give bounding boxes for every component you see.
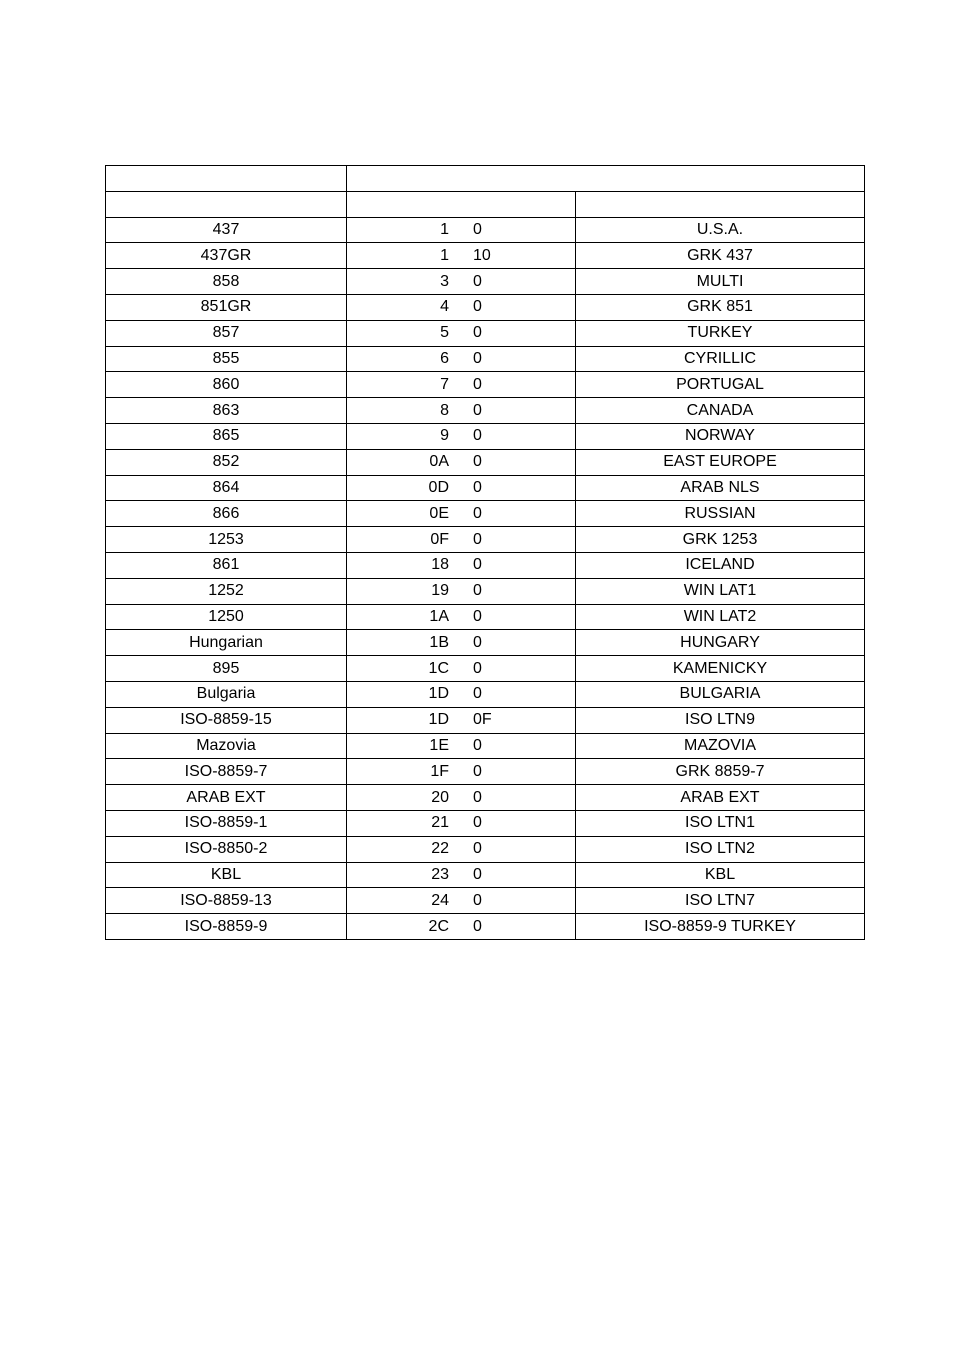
codepage-cell: 865: [106, 423, 347, 449]
command-code-cell: [347, 398, 576, 424]
codepage-cell: 1253: [106, 527, 347, 553]
command-code-cell: [347, 372, 576, 398]
charset-name-cell: GRK 1253: [576, 527, 865, 553]
code-low-value: 0: [473, 556, 482, 574]
table-row: [106, 836, 865, 862]
code-low-value: 0: [473, 917, 482, 935]
command-code-cell: [347, 320, 576, 346]
command-code-pair: [347, 402, 575, 420]
command-code-pair: [347, 918, 575, 936]
codepage-cell: 1252: [106, 578, 347, 604]
table-row: [106, 294, 865, 320]
codepage-cell: 864: [106, 475, 347, 501]
code-high-value: 0E: [429, 504, 449, 522]
charset-name-cell: ISO LTN9: [576, 707, 865, 733]
code-high-value: 1: [440, 220, 449, 238]
command-code-pair: [347, 376, 575, 394]
code-low-value: 0: [473, 478, 482, 496]
command-code-pair: [347, 324, 575, 342]
code-low-value: 0: [473, 375, 482, 393]
code-low-value: 0: [473, 349, 482, 367]
codepage-cell: 857: [106, 320, 347, 346]
charset-name-cell: ISO LTN2: [576, 836, 865, 862]
codepage-cell: 895: [106, 656, 347, 682]
command-code-cell: [347, 501, 576, 527]
code-low-value: 0: [473, 220, 482, 238]
command-code-pair: [347, 221, 575, 239]
code-high-value: 4: [440, 298, 449, 316]
charset-name-cell: ISO-8859-9 TURKEY: [576, 914, 865, 940]
code-low-value: 10: [473, 246, 491, 264]
code-low-value: 0: [473, 865, 482, 883]
charset-name-cell: TURKEY: [576, 320, 865, 346]
charset-name-cell: ISO LTN1: [576, 810, 865, 836]
header-cell: [106, 191, 347, 217]
header-cell: [347, 191, 576, 217]
charset-name-cell: MAZOVIA: [576, 733, 865, 759]
command-code-pair: [347, 247, 575, 265]
code-low-value: 0: [473, 840, 482, 858]
table-row: [106, 759, 865, 785]
code-low-value: 0: [473, 324, 482, 342]
command-code-cell: [347, 681, 576, 707]
codepage-cell: 866: [106, 501, 347, 527]
command-code-cell: [347, 294, 576, 320]
table-row: [106, 578, 865, 604]
code-low-value: 0: [473, 814, 482, 832]
command-code-cell: [347, 269, 576, 295]
codepage-cell: Bulgaria: [106, 681, 347, 707]
codepage-cell: 1250: [106, 604, 347, 630]
code-high-value: 9: [440, 427, 449, 445]
table-row: [106, 320, 865, 346]
code-high-value: 24: [431, 891, 449, 909]
charset-name-cell: MULTI: [576, 269, 865, 295]
code-high-value: 8: [440, 401, 449, 419]
codepage-cell: 860: [106, 372, 347, 398]
code-high-value: 1B: [429, 633, 449, 651]
code-high-value: 18: [431, 556, 449, 574]
table-row: [106, 217, 865, 243]
code-low-value: 0: [473, 607, 482, 625]
code-high-value: 1C: [428, 659, 449, 677]
code-low-value: 0: [473, 685, 482, 703]
code-low-value: 0: [473, 582, 482, 600]
code-low-value: 0: [473, 272, 482, 290]
codepage-table: [105, 165, 865, 940]
table-row: [106, 681, 865, 707]
command-code-cell: [347, 243, 576, 269]
command-code-pair: [347, 531, 575, 549]
charset-name-cell: WIN LAT1: [576, 578, 865, 604]
table-row: [106, 243, 865, 269]
command-code-pair: [347, 840, 575, 858]
command-code-pair: [347, 427, 575, 445]
command-code-cell: [347, 888, 576, 914]
table-row: [106, 785, 865, 811]
charset-name-cell: NORWAY: [576, 423, 865, 449]
table-row: [106, 656, 865, 682]
charset-name-cell: ICELAND: [576, 552, 865, 578]
table-row: [106, 269, 865, 295]
charset-name-cell: WIN LAT2: [576, 604, 865, 630]
code-low-value: 0: [473, 453, 482, 471]
charset-name-cell: ARAB EXT: [576, 785, 865, 811]
code-high-value: 1D: [428, 711, 449, 729]
code-high-value: 1: [440, 246, 449, 264]
charset-name-cell: ISO LTN7: [576, 888, 865, 914]
command-code-cell: [347, 785, 576, 811]
code-high-value: 3: [440, 272, 449, 290]
codepage-cell: ISO-8859-7: [106, 759, 347, 785]
table-row: [106, 346, 865, 372]
code-low-value: 0: [473, 401, 482, 419]
code-high-value: 1A: [429, 607, 449, 625]
command-code-pair: [347, 814, 575, 832]
code-low-value: 0: [473, 736, 482, 754]
charset-name-cell: HUNGARY: [576, 630, 865, 656]
command-code-pair: [347, 660, 575, 678]
command-code-pair: [347, 608, 575, 626]
command-code-cell: [347, 810, 576, 836]
command-code-pair: [347, 453, 575, 471]
charset-name-cell: RUSSIAN: [576, 501, 865, 527]
command-code-pair: [347, 505, 575, 523]
table-header-row-1: [106, 166, 865, 192]
codepage-cell: 437: [106, 217, 347, 243]
charset-name-cell: PORTUGAL: [576, 372, 865, 398]
table-row: [106, 552, 865, 578]
codepage-table-body: [106, 166, 865, 940]
codepage-cell: ISO-8859-1: [106, 810, 347, 836]
table-row: [106, 449, 865, 475]
command-code-cell: [347, 759, 576, 785]
table-row: [106, 501, 865, 527]
command-code-cell: [347, 423, 576, 449]
code-high-value: 6: [440, 349, 449, 367]
charset-name-cell: GRK 8859-7: [576, 759, 865, 785]
command-code-cell: [347, 914, 576, 940]
command-code-cell: [347, 733, 576, 759]
code-high-value: 21: [431, 814, 449, 832]
codepage-cell: ISO-8850-2: [106, 836, 347, 862]
codepage-cell: KBL: [106, 862, 347, 888]
command-code-pair: [347, 273, 575, 291]
code-high-value: 7: [440, 375, 449, 393]
code-high-value: 20: [431, 788, 449, 806]
code-high-value: 22: [431, 840, 449, 858]
header-cell: [106, 166, 347, 192]
command-code-cell: [347, 656, 576, 682]
table-row: [106, 630, 865, 656]
command-code-pair: [347, 556, 575, 574]
command-code-cell: [347, 707, 576, 733]
command-code-pair: [347, 350, 575, 368]
codepage-cell: Hungarian: [106, 630, 347, 656]
table-row: [106, 398, 865, 424]
code-low-value: 0: [473, 762, 482, 780]
command-code-cell: [347, 475, 576, 501]
table-row: [106, 914, 865, 940]
code-high-value: 1D: [428, 685, 449, 703]
code-low-value: 0: [473, 298, 482, 316]
header-cell: [576, 191, 865, 217]
charset-name-cell: CANADA: [576, 398, 865, 424]
command-code-pair: [347, 789, 575, 807]
command-code-cell: [347, 862, 576, 888]
command-code-cell: [347, 630, 576, 656]
command-code-cell: [347, 217, 576, 243]
codepage-cell: 437GR: [106, 243, 347, 269]
table-row: [106, 707, 865, 733]
charset-name-cell: KAMENICKY: [576, 656, 865, 682]
command-code-cell: [347, 346, 576, 372]
command-code-cell: [347, 604, 576, 630]
charset-name-cell: GRK 437: [576, 243, 865, 269]
command-code-pair: [347, 711, 575, 729]
command-code-pair: [347, 685, 575, 703]
code-low-value: 0: [473, 891, 482, 909]
code-low-value: 0: [473, 633, 482, 651]
table-row: [106, 475, 865, 501]
code-low-value: 0: [473, 659, 482, 677]
code-high-value: 0A: [429, 453, 449, 471]
charset-name-cell: BULGARIA: [576, 681, 865, 707]
table-row: [106, 423, 865, 449]
code-high-value: 23: [431, 865, 449, 883]
codepage-cell: 855: [106, 346, 347, 372]
code-high-value: 0F: [430, 530, 449, 548]
code-low-value: 0: [473, 427, 482, 445]
table-row: [106, 527, 865, 553]
codepage-cell: ARAB EXT: [106, 785, 347, 811]
command-code-pair: [347, 634, 575, 652]
codepage-cell: ISO-8859-9: [106, 914, 347, 940]
command-code-pair: [347, 763, 575, 781]
command-code-cell: [347, 552, 576, 578]
command-code-cell: [347, 836, 576, 862]
code-high-value: 2C: [428, 917, 449, 935]
code-low-value: 0: [473, 530, 482, 548]
code-low-value: 0: [473, 788, 482, 806]
table-row: [106, 604, 865, 630]
codepage-cell: 863: [106, 398, 347, 424]
table-row: [106, 733, 865, 759]
charset-name-cell: CYRILLIC: [576, 346, 865, 372]
table-row: [106, 372, 865, 398]
code-high-value: 1E: [429, 736, 449, 754]
command-code-cell: [347, 449, 576, 475]
command-code-pair: [347, 737, 575, 755]
command-code-cell: [347, 578, 576, 604]
charset-name-cell: U.S.A.: [576, 217, 865, 243]
codepage-cell: 851GR: [106, 294, 347, 320]
code-low-value: 0: [473, 504, 482, 522]
table-row: [106, 810, 865, 836]
code-high-value: 0D: [428, 478, 449, 496]
code-high-value: 5: [440, 324, 449, 342]
codepage-cell: Mazovia: [106, 733, 347, 759]
codepage-cell: ISO-8859-15: [106, 707, 347, 733]
table-row: [106, 888, 865, 914]
charset-name-cell: GRK 851: [576, 294, 865, 320]
table-header-row-2: [106, 191, 865, 217]
charset-name-cell: KBL: [576, 862, 865, 888]
header-cell: [347, 166, 865, 192]
charset-name-cell: EAST EUROPE: [576, 449, 865, 475]
codepage-cell: 858: [106, 269, 347, 295]
code-low-value: 0F: [473, 711, 492, 729]
command-code-pair: [347, 866, 575, 884]
code-high-value: 1F: [430, 762, 449, 780]
codepage-cell: 861: [106, 552, 347, 578]
command-code-cell: [347, 527, 576, 553]
charset-name-cell: ARAB NLS: [576, 475, 865, 501]
command-code-pair: [347, 298, 575, 316]
table-row: [106, 862, 865, 888]
codepage-cell: ISO-8859-13: [106, 888, 347, 914]
command-code-pair: [347, 892, 575, 910]
codepage-cell: 852: [106, 449, 347, 475]
command-code-pair: [347, 479, 575, 497]
code-high-value: 19: [431, 582, 449, 600]
command-code-pair: [347, 582, 575, 600]
